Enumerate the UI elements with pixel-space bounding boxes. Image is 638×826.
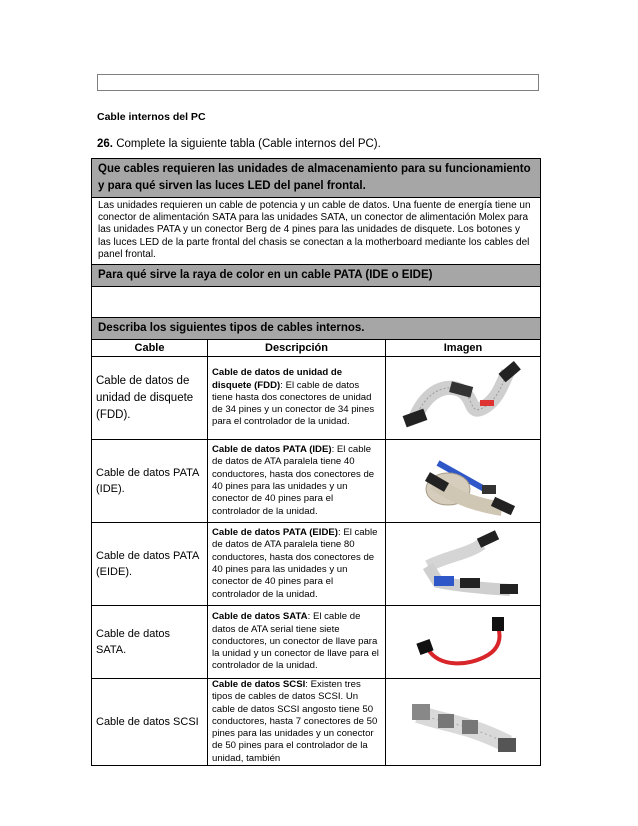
cable-description <box>208 606 386 678</box>
cable-desc-text: : El cable de datos de ATA paralela tiene 80 conductores, hasta dos conectores de 40 pines para las unidades y un conector de 40 pines para el controlador de la unidad. <box>212 527 378 600</box>
cable-description <box>208 523 386 605</box>
cable-name: Cable de datos SCSI <box>92 679 208 765</box>
fdd-cable-image <box>398 360 528 436</box>
sata-cable-image <box>398 609 528 675</box>
cable-image-cell <box>386 523 540 605</box>
cable-name: Cable de datos de unidad de disquete (FDD). <box>92 357 208 439</box>
cable-description <box>208 357 386 439</box>
block2-answer <box>92 287 540 318</box>
cable-description <box>208 440 386 522</box>
table-row <box>92 606 540 679</box>
table-row <box>92 357 540 440</box>
pata-eide-cable-image <box>398 526 528 602</box>
table-row <box>92 679 540 765</box>
cables-table <box>91 158 541 766</box>
cable-desc-bold: Cable de datos SCSI <box>212 678 306 690</box>
cable-desc-text: : El cable de datos de ATA paralela tiene 40 conductores, hasta dos conectores de 40 pines para las unidades y un conector de 40 pines para el controlador de la unidad. <box>212 444 375 517</box>
cable-desc-bold: Cable de datos PATA (EIDE) <box>212 527 338 539</box>
cable-image-cell <box>386 679 540 765</box>
answer-box <box>97 74 539 91</box>
cable-name: Cable de datos SATA. <box>92 606 208 678</box>
block2-header: Para qué sirve la raya de color en un cable PATA (IDE o EIDE) <box>92 265 540 287</box>
column-headers <box>92 340 540 357</box>
cable-desc-bold: Cable de datos de unidad de disquete (FDD) <box>212 367 343 391</box>
question-number: 26. <box>97 138 113 150</box>
section-title: Cable internos del PC <box>97 111 206 123</box>
block3-header: Describa los siguientes tipos de cables internos. <box>92 318 540 340</box>
cable-desc-bold: Cable de datos SATA <box>212 611 308 623</box>
cable-image-cell <box>386 440 540 522</box>
question <box>97 138 381 150</box>
block1-body: Las unidades requieren un cable de potencia y un cable de datos. Una fuente de energía tiene un conector de alimentación SATA para las unidades SATA, un conector de alimentación Molex para las unidades PATA y un conector Berg de 4 pines para las unidades de disquete. Los botones y las luces LED de la parte frontal del chasis se conectan a la motherboard mediante los cables del panel frontal. <box>92 198 540 265</box>
cable-description <box>208 679 386 765</box>
scsi-cable-image <box>398 684 528 760</box>
cable-desc-bold: Cable de datos PATA (IDE) <box>212 444 332 456</box>
col-descripcion: Descripción <box>208 340 386 356</box>
cable-image-cell <box>386 357 540 439</box>
question-text: Complete la siguiente tabla (Cable internos del PC). <box>113 138 381 150</box>
cable-desc-text: : El cable de datos tiene hasta dos conectores de unidad de 34 pines y un conector de 34 pines para el controlador de la unidad. <box>212 379 375 428</box>
block1-header: Que cables requieren las unidades de almacenamiento para su funcionamiento y para qué sirven las luces LED del panel frontal. <box>92 159 540 198</box>
cable-desc-text: : Existen tres tipos de cables de datos SCSI. Un cable de datos SCSI angosto tiene 50 conductores, hasta 7 conectores de 50 pines para las unidades y un conector de 50 pines para el controlador de la unidad, también <box>212 678 378 764</box>
pata-ide-cable-image <box>398 443 528 519</box>
cable-name: Cable de datos PATA (IDE). <box>92 440 208 522</box>
cable-name: Cable de datos PATA (EIDE). <box>92 523 208 605</box>
cable-desc-text: : El cable de datos de ATA serial tiene siete conductores, un conector de llave para la unidad y un conector de llave para el controlador de la unidad. <box>212 611 379 672</box>
col-imagen: Imagen <box>443 342 483 355</box>
table-row <box>92 440 540 523</box>
table-row <box>92 523 540 606</box>
col-cable: Cable <box>92 340 208 356</box>
cable-image-cell <box>386 606 540 678</box>
